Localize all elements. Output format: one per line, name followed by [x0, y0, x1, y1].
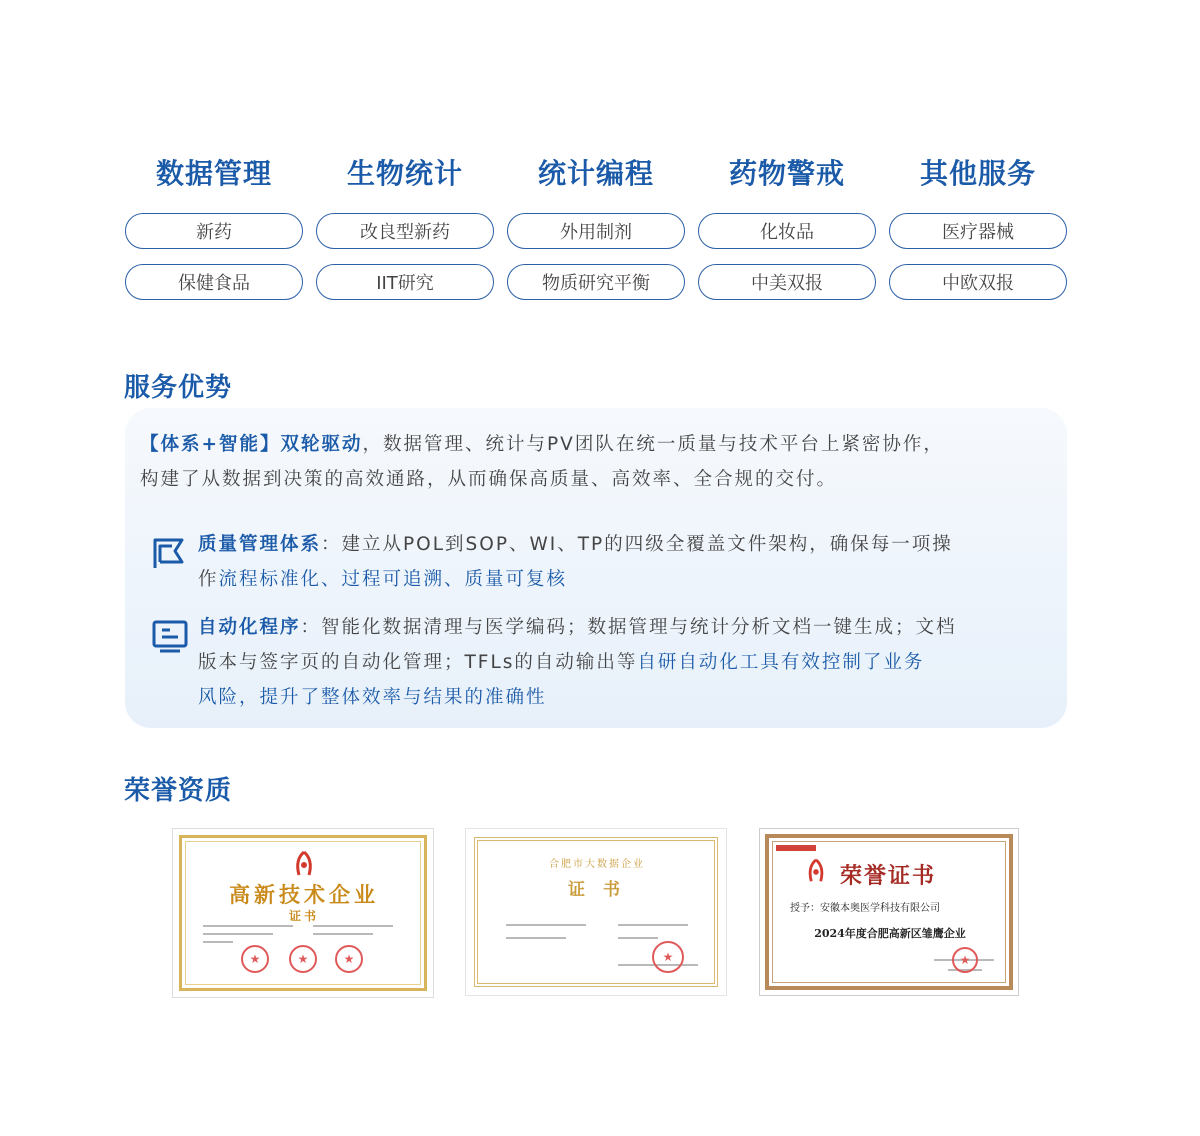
automation-line2 — [198, 645, 924, 680]
seal-icon: ★ — [652, 941, 684, 973]
certificate-fine-print — [313, 925, 393, 927]
tag-pill[interactable]: 物质研究平衡 — [507, 264, 685, 300]
document-screen-icon — [152, 620, 188, 654]
automation-line1 — [198, 610, 957, 645]
certificate-fine-print — [618, 924, 688, 926]
tag-pill[interactable]: 新药 — [125, 213, 303, 249]
quality-system-text2: 作 — [198, 569, 219, 590]
certificate-subtitle: 证书 — [288, 909, 319, 923]
section-title-honors: 荣誉资质 — [124, 776, 233, 806]
emblem-icon — [802, 857, 830, 885]
category-title-biostatistics: 生物统计 — [346, 157, 463, 190]
intro-highlight: 【体系+智能】双轮驱动 — [140, 434, 363, 455]
automation-highlight: 自研自动化工具有效控制了业务 — [637, 652, 925, 673]
automation-text1: ：智能化数据清理与医学编码；数据管理与统计分析文档一键生成；文档 — [300, 617, 957, 638]
tag-pill[interactable]: 改良型新药 — [316, 213, 494, 249]
certificate-grantee: 授予：安徽本奥医学科技有限公司 — [790, 903, 940, 914]
certificate-fine-print — [203, 925, 293, 927]
category-title-data-management: 数据管理 — [155, 157, 272, 190]
tag-pill[interactable]: 化妆品 — [698, 213, 876, 249]
certificate-fine-print — [506, 924, 586, 926]
quality-system-heading: 质量管理体系 — [198, 534, 322, 555]
intro-line2: 构建了从数据到决策的高效通路，从而确保高质量、高效率、全合规的交付。 — [140, 469, 838, 490]
certificate-title: 荣誉证书 — [840, 863, 937, 889]
tag-pill[interactable]: 保健食品 — [125, 264, 303, 300]
quality-system-line2 — [198, 562, 567, 597]
flag-icon — [152, 536, 186, 570]
automation-text2: 版本与签字页的自动化管理；TFLs的自动输出等 — [198, 652, 638, 673]
seal-icon: ★ — [289, 945, 317, 973]
seal-icon: ★ — [952, 947, 978, 973]
automation-heading: 自动化程序 — [198, 617, 301, 638]
intro-line1: ，数据管理、统计与PV团队在统一质量与技术平台上紧密协作， — [362, 434, 944, 455]
automation-line3: 风险，提升了整体效率与结果的准确性 — [198, 687, 547, 708]
banner-logo — [776, 845, 816, 851]
category-title-statistical-programming: 统计编程 — [537, 157, 654, 190]
seal-icon: ★ — [241, 945, 269, 973]
certificate-fine-print — [506, 937, 566, 939]
certificate-honor[interactable] — [759, 828, 1019, 996]
section-title-advantages: 服务优势 — [124, 373, 233, 403]
tag-pill[interactable]: 外用制剂 — [507, 213, 685, 249]
category-title-other-services: 其他服务 — [919, 157, 1036, 190]
category-title-pharmacovigilance: 药物警戒 — [728, 157, 845, 190]
quality-system-highlight: 流程标准化、过程可追溯、质量可复核 — [218, 569, 568, 590]
certificate-fine-print — [618, 937, 658, 939]
tag-pill[interactable]: 医疗器械 — [889, 213, 1067, 249]
quality-system-text1: ：建立从POL到SOP、WI、TP的四级全覆盖文件架构，确保每一项操 — [321, 534, 953, 555]
emblem-icon — [289, 849, 319, 879]
certificate-title: 高新技术企业 — [229, 882, 379, 907]
certificate-title: 合肥市大数据企业 — [549, 859, 645, 870]
certificate-fine-print — [203, 941, 233, 943]
certificate-fine-print — [313, 933, 373, 935]
certificate-subtitle: 证 书 — [568, 880, 626, 900]
tag-pill[interactable]: 中欧双报 — [889, 264, 1067, 300]
tag-pill[interactable]: 中美双报 — [698, 264, 876, 300]
certificate-award: 2024年度合肥高新区雏鹰企业 — [814, 927, 966, 940]
tag-pill[interactable]: IIT研究 — [316, 264, 494, 300]
quality-system-line1 — [198, 527, 953, 562]
seal-icon: ★ — [335, 945, 363, 973]
certificate-fine-print — [203, 933, 273, 935]
certificate-big-data[interactable] — [465, 828, 727, 996]
intro-paragraph — [140, 427, 944, 462]
certificate-high-tech[interactable] — [172, 828, 434, 998]
